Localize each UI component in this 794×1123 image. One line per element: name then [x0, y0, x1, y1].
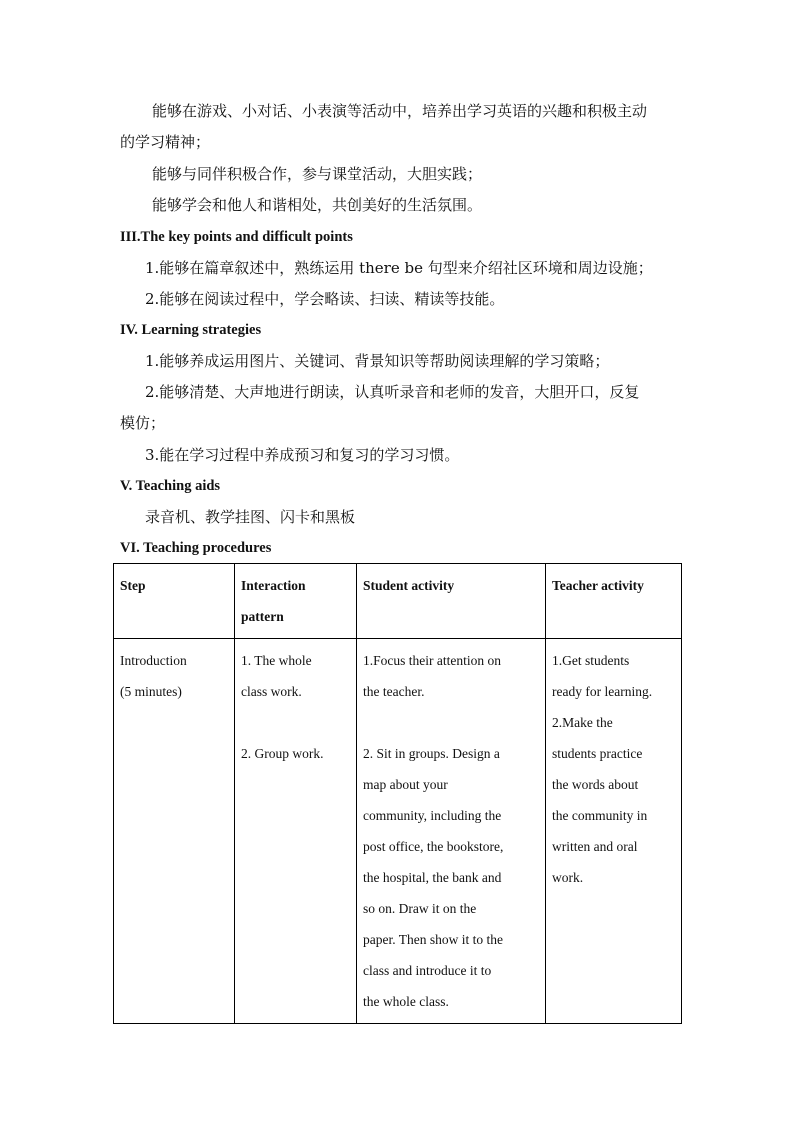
header-teacher-activity: Teacher activity [546, 564, 682, 639]
header-step: Step [114, 564, 235, 639]
strategy-item-1: 1.能够养成运用图片、关键词、背景知识等帮助阅读理解的学习策略； [145, 352, 610, 370]
table-row [114, 639, 682, 1024]
strategy-item-2-continued: 模仿； [120, 414, 166, 432]
section-heading-key-points: III.The key points and difficult points [120, 229, 353, 245]
cell-student-activity: 1.Focus their attention on the teacher. 2. Sit in groups. Design a map about your community, including the post office, the bookstore, the hospital, the bank and so on. Draw it on the paper. Then show it to the class and introduce it to the whole class. [357, 639, 546, 1024]
key-point-item-1: 1.能够在篇章叙述中，熟练运用 there be 句型来介绍社区环境和周边设施； [145, 259, 653, 277]
key-point-item-2: 2.能够在阅读过程中，学会略读、扫读、精读等技能。 [145, 290, 505, 308]
section-heading-teaching-aids: V. Teaching aids [120, 478, 221, 494]
cell-step: Introduction (5 minutes) [114, 639, 235, 1024]
section-heading-learning-strategies: IV. Learning strategies [120, 322, 262, 338]
paragraph-line-3: 能够与同伴积极合作，参与课堂活动，大胆实践； [152, 165, 483, 183]
paragraph-line-2: 的学习精神； [120, 133, 211, 151]
header-interaction-pattern: Interaction pattern [235, 564, 357, 639]
paragraph-line-1: 能够在游戏、小对话、小表演等活动中，培养出学习英语的兴趣和积极主动 [152, 102, 648, 120]
paragraph-line-4: 能够学会和他人和谐相处，共创美好的生活氛围。 [152, 196, 483, 214]
table-header-row [114, 564, 682, 639]
teaching-aids-text: 录音机、教学挂图、闪卡和黑板 [145, 508, 356, 526]
procedures-table [113, 563, 682, 1024]
strategy-item-2: 2.能够清楚、大声地进行朗读，认真听录音和老师的发音，大胆开口，反复 [145, 383, 640, 401]
header-student-activity: Student activity [357, 564, 546, 639]
cell-interaction: 1. The whole class work. 2. Group work. [235, 639, 357, 1024]
cell-teacher-activity: 1.Get students ready for learning. 2.Make the students practice the words about the community in written and oral work. [546, 639, 682, 1024]
strategy-item-3: 3.能在学习过程中养成预习和复习的学习习惯。 [145, 446, 460, 464]
section-heading-teaching-procedures: VI. Teaching procedures [120, 540, 272, 556]
